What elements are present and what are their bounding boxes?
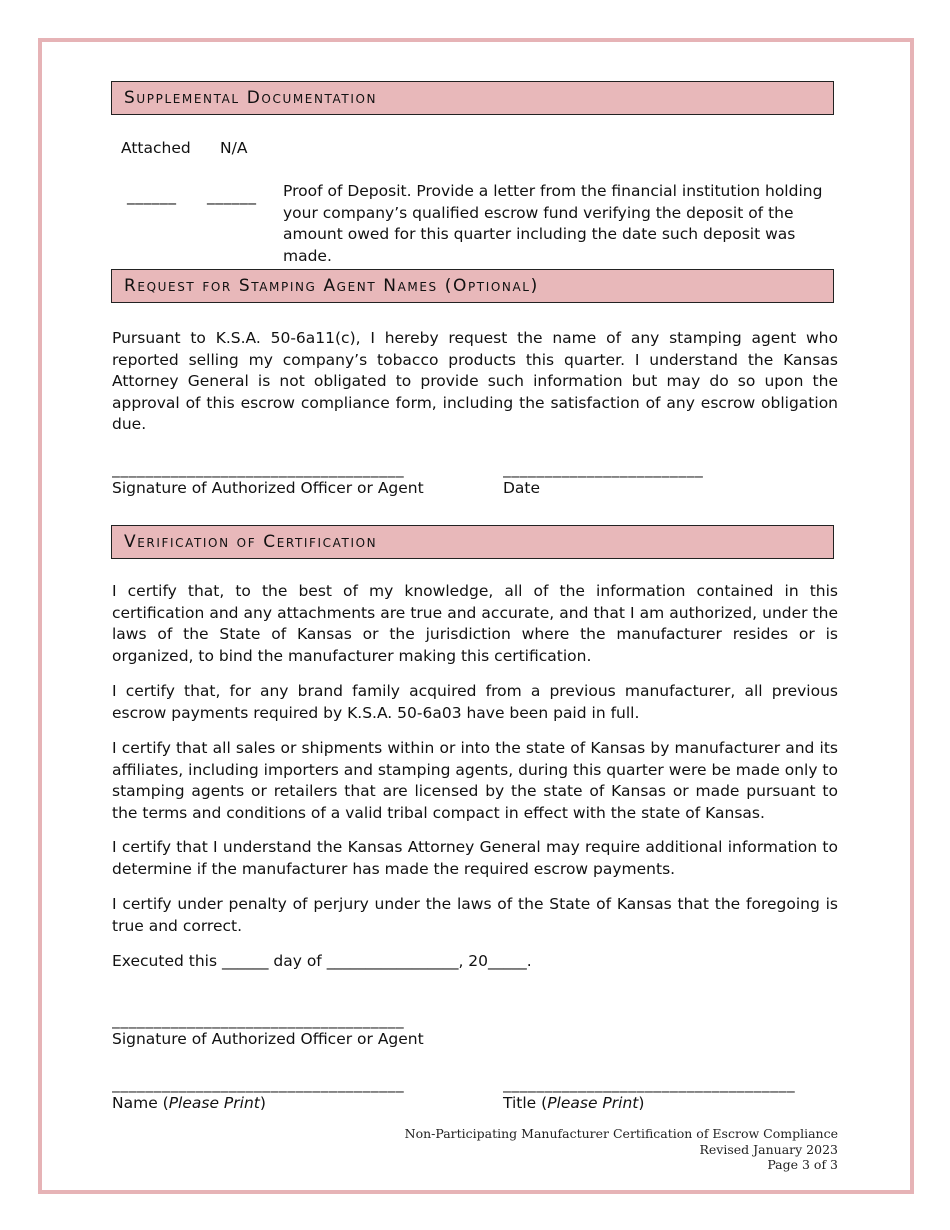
- name-label: [112, 1094, 266, 1112]
- na-checkbox-blank[interactable]: ______: [207, 187, 257, 205]
- section-title: Request for Stamping Agent Names (Optional): [124, 276, 539, 296]
- verification-paragraph-1: I certify that, to the best of my knowledge, all of the information contained in this certification and any attachments are true and accurate, and that I am authorized, under the laws of the State of Kansas or the jurisdiction where the manufacturer resides or is organized, to bind the manufacturer making this certification.: [112, 582, 838, 665]
- verification-paragraph-3: I certify that all sales or shipments within or into the state of Kansas by manufacturer and its affiliates, including importers and stamping agents, during this quarter were be made only to stamping agents or retailers that are licensed by the state of Kansas or made pursuant to the terms and conditions of a valid tribal compact in effect with the state of Kansas.: [112, 739, 838, 822]
- section-header-request: [111, 269, 834, 303]
- page-footer: [405, 1126, 838, 1173]
- section-title: Supplemental Documentation: [124, 88, 378, 108]
- title-label: [503, 1094, 644, 1112]
- name-label-prefix: Name (: [112, 1094, 169, 1112]
- title-label-prefix: Title (: [503, 1094, 548, 1112]
- verification-paragraph-5: I certify under penalty of perjury under the laws of the State of Kansas that the foregoing is true and correct.: [112, 895, 838, 935]
- signature-label: Signature of Authorized Officer or Agent: [112, 1030, 424, 1048]
- name-label-suffix: ): [259, 1094, 266, 1112]
- signature-line[interactable]: ___________________________________: [112, 1011, 405, 1029]
- title-label-suffix: ): [638, 1094, 645, 1112]
- title-line[interactable]: ___________________________________: [503, 1075, 796, 1093]
- section-header-verification: [111, 525, 834, 559]
- attached-checkbox-blank[interactable]: ______: [127, 187, 177, 205]
- proof-of-deposit-text: Proof of Deposit. Provide a letter from the financial institution holding your company’s qualified escrow fund verifying the deposit of the amount owed for this quarter including the date such deposit was made.: [283, 182, 823, 265]
- verification-paragraph-4: I certify that I understand the Kansas Attorney General may require additional information to determine if the manufacturer has made the required escrow payments.: [112, 838, 838, 878]
- request-paragraph: Pursuant to K.S.A. 50-6a11(c), I hereby request the name of any stamping agent who reported selling my company’s tobacco products this quarter. I understand the Kansas Attorney General is not obligated to provide such information but may do so upon the approval of this escrow compliance form, including the satisfaction of any escrow obligation due.: [112, 329, 838, 433]
- signature-label: Signature of Authorized Officer or Agent: [112, 479, 424, 497]
- verification-paragraph-2: I certify that, for any brand family acquired from a previous manufacturer, all previous escrow payments required by K.S.A. 50-6a03 have been paid in full.: [112, 682, 838, 722]
- footer-page-number: Page 3 of 3: [767, 1157, 838, 1172]
- footer-revised: Revised January 2023: [699, 1141, 838, 1157]
- signature-line[interactable]: ___________________________________: [112, 460, 405, 478]
- name-line[interactable]: ___________________________________: [112, 1075, 405, 1093]
- section-title: Verification of Certification: [124, 532, 378, 552]
- name-label-instruction: Please Print: [168, 1094, 260, 1112]
- title-label-instruction: Please Print: [547, 1094, 639, 1112]
- footer-form-title: Non-Participating Manufacturer Certification of Escrow Compliance: [404, 1126, 838, 1141]
- section-header-supplemental: [111, 81, 834, 115]
- column-label-na: N/A: [220, 139, 248, 157]
- column-label-attached: Attached: [121, 139, 191, 157]
- date-line[interactable]: ________________________: [503, 460, 704, 478]
- executed-line[interactable]: Executed this ______ day of _________________, 20_____.: [112, 952, 532, 970]
- date-label: Date: [503, 479, 541, 497]
